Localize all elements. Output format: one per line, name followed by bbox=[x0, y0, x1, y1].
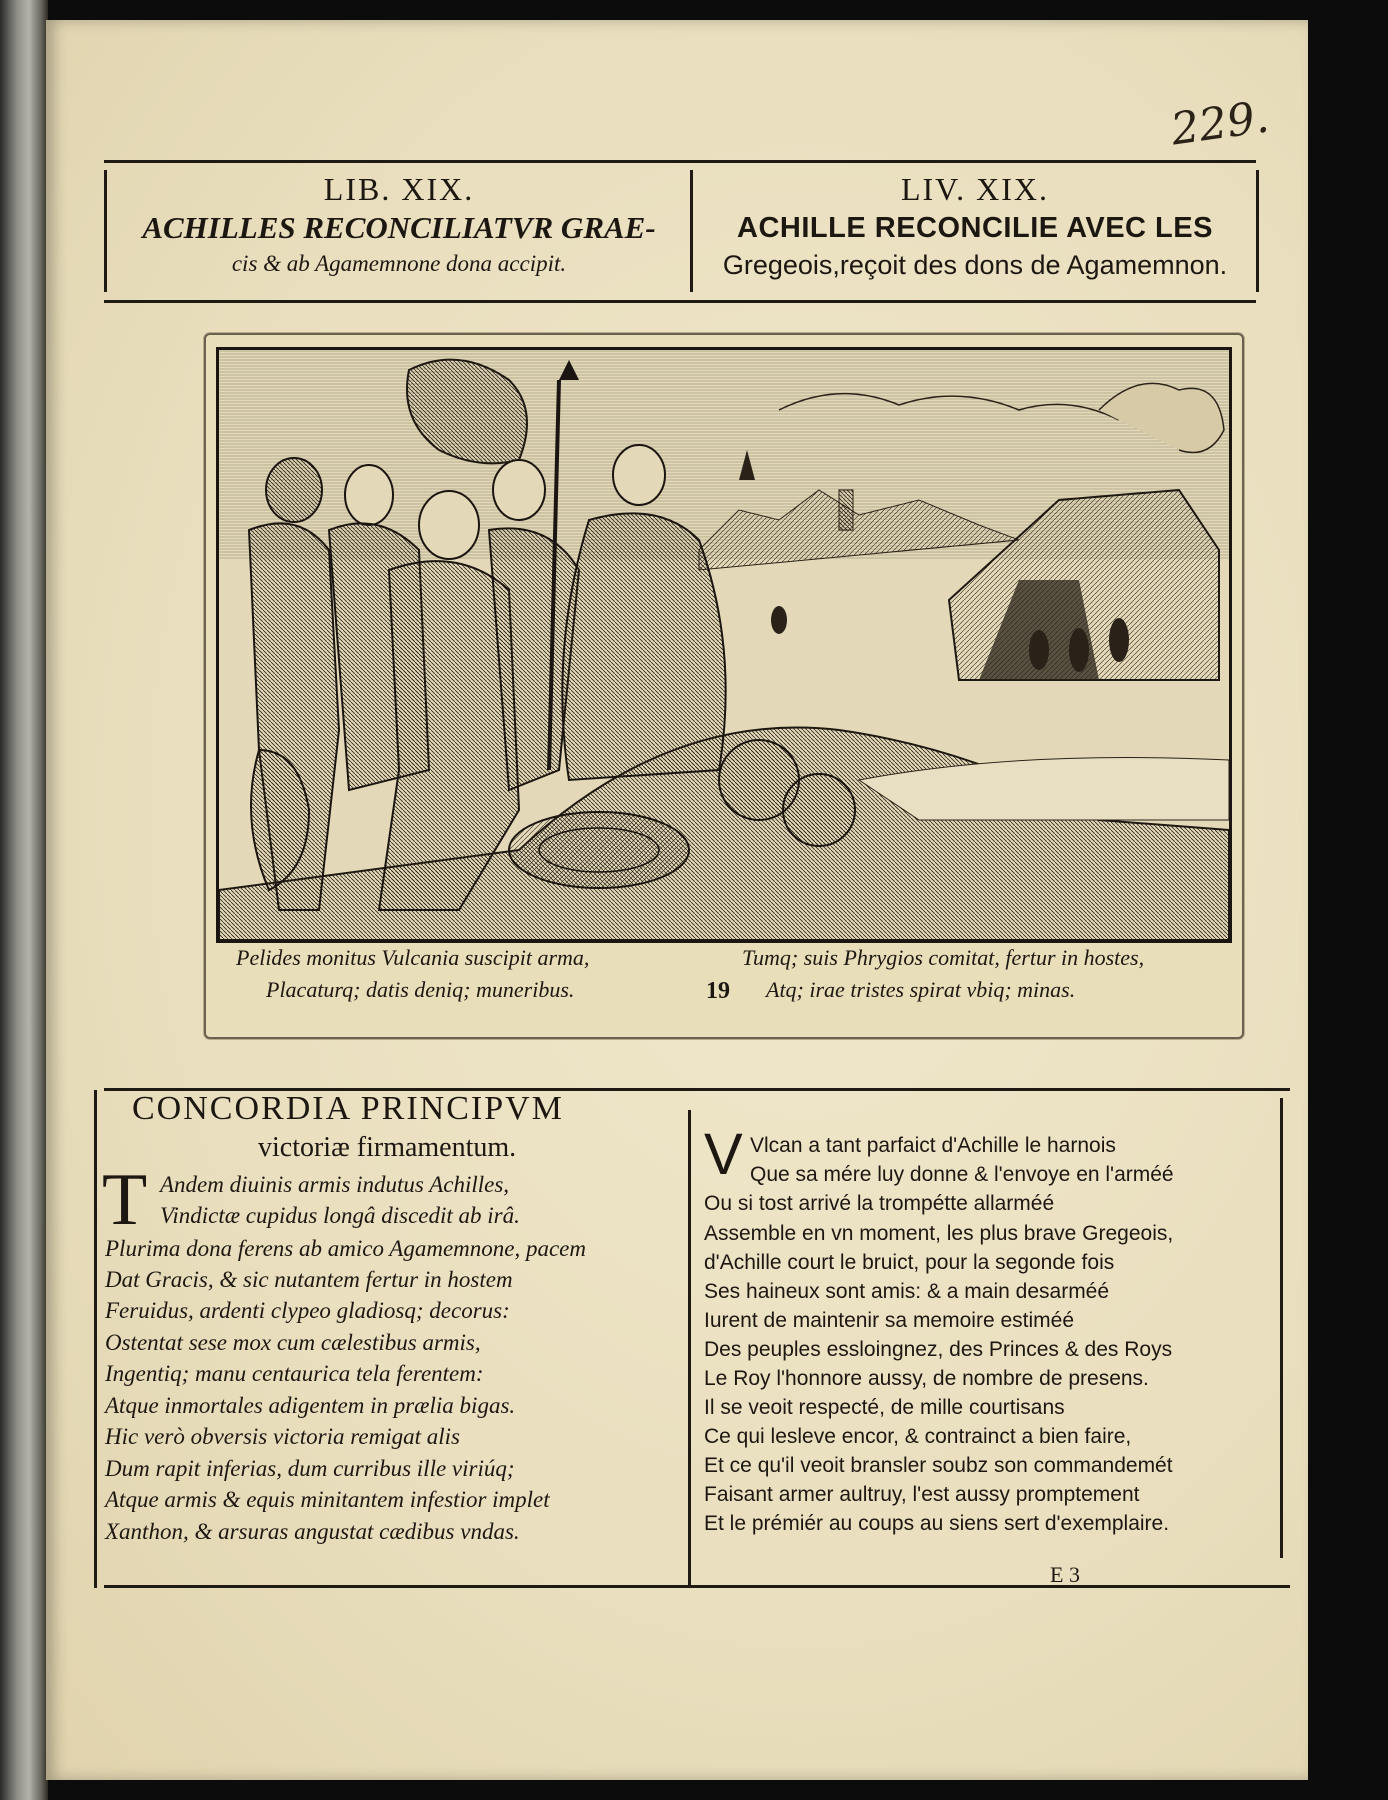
latin-poem-title: CONCORDIA PRINCIPVM bbox=[132, 1090, 564, 1127]
latin-book-number: LIB. XIX. bbox=[323, 171, 475, 207]
french-poem-line: Des peuples essloingnez, des Princes & des Roys bbox=[704, 1338, 1173, 1361]
text-divider bbox=[688, 1110, 691, 1585]
engraving-image bbox=[216, 347, 1232, 943]
latin-poem-line: Feruidus, ardenti clypeo gladiosq; decorus: bbox=[105, 1298, 510, 1323]
latin-poem-line: Vindictæ cupidus longâ discedit ab irâ. bbox=[160, 1203, 520, 1228]
folio-number: 229. bbox=[1167, 91, 1273, 156]
text-rule-left bbox=[94, 1090, 97, 1588]
latin-poem-line: Plurima dona ferens ab amico Agamemnone, pacem bbox=[105, 1236, 587, 1261]
french-drop-cap: V bbox=[704, 1122, 743, 1187]
french-poem-line: Il se veoit respecté, de mille courtisans bbox=[704, 1396, 1065, 1419]
french-poem-line: Et ce qu'il veoit bransler soubz son commandemét bbox=[704, 1454, 1173, 1477]
french-heading bbox=[696, 170, 1254, 290]
latin-poem-line: Ostentat sese mox cum cælestibus armis, bbox=[105, 1330, 481, 1355]
french-poem-line: d'Achille court le bruict, pour la segonde fois bbox=[704, 1251, 1115, 1274]
french-poem-line: Ou si tost arrivé la trompétte allarméé bbox=[704, 1192, 1055, 1215]
header-rule-top bbox=[104, 160, 1256, 163]
french-poem-line: Ses haineux sont amis: & a main desarméé bbox=[704, 1280, 1110, 1303]
latin-poem-line: Ingentiq; manu centaurica tela ferentem: bbox=[105, 1361, 484, 1386]
french-poem-line: Que sa mére luy donne & l'envoye en l'arméé bbox=[750, 1163, 1174, 1186]
header-rule-right bbox=[1256, 170, 1259, 292]
latin-poem-line: Hic verò obversis victoria remigat alis bbox=[105, 1424, 460, 1449]
latin-poem-subtitle: victoriæ firmamentum. bbox=[258, 1132, 517, 1163]
latin-poem-line: Dat Gracis, & sic nutantem fertur in hostem bbox=[105, 1267, 513, 1292]
latin-poem-line: Atque armis & equis minitantem infestior implet bbox=[105, 1487, 550, 1512]
caption-left-line1: Pelides monitus Vulcania suscipit arma, bbox=[236, 945, 590, 970]
latin-heading-line2: cis & ab Agamemnone dona accipit. bbox=[231, 251, 567, 276]
latin-heading-line1: ACHILLES RECONCILIATVR GRAE- bbox=[142, 210, 656, 245]
text-rule-right bbox=[1280, 1098, 1283, 1558]
caption-left-line2: Placaturq; datis deniq; muneribus. bbox=[266, 977, 575, 1002]
header-rule-bottom bbox=[104, 300, 1256, 303]
latin-poem-line: Atque inmortales adigentem in prælia bigas. bbox=[105, 1393, 516, 1418]
latin-poem-line: Xanthon, & arsuras angustat cædibus vndas. bbox=[105, 1519, 520, 1544]
header-rule-left bbox=[104, 170, 107, 292]
latin-drop-cap: T bbox=[102, 1159, 148, 1241]
french-poem-line: Le Roy l'honnore aussy, de nombre de presens. bbox=[704, 1367, 1149, 1390]
book-edge bbox=[0, 0, 48, 1800]
latin-poem-line: Andem diuinis armis indutus Achilles, bbox=[160, 1172, 510, 1197]
engraving-illustration bbox=[219, 350, 1229, 940]
header-divider bbox=[690, 170, 693, 292]
french-heading-line2: Gregeois,reçoit des dons de Agamemnon. bbox=[722, 250, 1228, 280]
signature-mark: E 3 bbox=[1050, 1562, 1080, 1587]
engraving-plate bbox=[204, 333, 1244, 1039]
french-poem-line: Faisant armer aultruy, l'est aussy promptement bbox=[704, 1483, 1140, 1506]
latin-heading bbox=[110, 170, 688, 290]
french-poem-line: Vlcan a tant parfaict d'Achille le harnois bbox=[750, 1134, 1116, 1157]
french-poem-line: Iurent de maintenir sa memoire estiméé bbox=[704, 1309, 1074, 1332]
french-poem-line: Assemble en vn moment, les plus brave Gregeois, bbox=[704, 1222, 1174, 1245]
french-book-number: LIV. XIX. bbox=[900, 171, 1050, 207]
french-heading-line1: ACHILLE RECONCILIE AVEC LES bbox=[737, 212, 1213, 244]
caption-right-line2: Atq; irae tristes spirat vbiq; minas. bbox=[766, 977, 1076, 1002]
latin-poem-line: Dum rapit inferias, dum curribus ille viriúq; bbox=[105, 1456, 515, 1481]
french-poem-line: Ce qui lesleve encor, & contrainct a bien faire, bbox=[704, 1425, 1132, 1448]
french-poem-line: Et le prémiér au coups au siens sert d'exemplaire. bbox=[704, 1512, 1170, 1535]
text-rule-bottom bbox=[104, 1585, 1290, 1588]
plate-number: 19 bbox=[706, 978, 730, 1004]
caption-right-line1: Tumq; suis Phrygios comitat, fertur in hostes, bbox=[742, 945, 1145, 970]
